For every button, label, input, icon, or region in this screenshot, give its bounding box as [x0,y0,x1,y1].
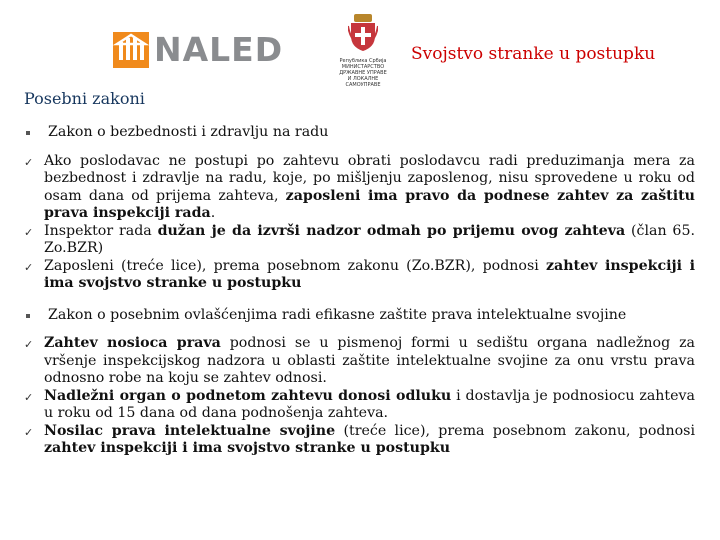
checkmark-icon: ✓ [24,390,34,404]
checkmark-icon: ✓ [24,425,34,439]
law-heading [24,124,695,142]
list-item: ✓ Zaposleni (treće lice), prema posebnom zakonu (Zo.BZR), podnosi zahtev inspekciji i ima svojstvo stranke u postupku [24,257,695,291]
list-item: ✓ Nosilac prava intelektualne svojine (treće lice), prema posebnom zakonu, podnosi zahtev inspekciji i ima svojstvo stranke u postupku [24,422,695,456]
checkmark-icon: ✓ [24,260,34,274]
list-item: ✓ Inspektor rada dužan je da izvrši nadzor odmah po prijemu ovog zahteva (član 65. Zo.BZR) [24,222,695,256]
square-bullet-icon [26,131,30,135]
list-item: ✓ Nadležni organ o podnetom zahtevu donosi odluku i dostavlja je podnosiocu zahteva u roku od 15 dana od dana podnošenja zahteva. [24,387,695,421]
checkmark-icon: ✓ [24,225,34,239]
checkmark-icon: ✓ [24,155,34,169]
law-heading [24,307,695,325]
law-title: Zakon o bezbednosti i zdravlju na radu [48,124,329,140]
slide-title: Svojstvo stranke u postupku [411,44,656,64]
checkmark-icon: ✓ [24,338,34,351]
law-title: Zakon o posebnim ovlašćenjima radi efikasne zaštite prava intelektualne svojine [48,306,627,323]
square-bullet-icon [26,314,30,318]
list-item: ✓ Ako poslodavac ne postupi po zahtevu obrati poslodavcu radi preduzimanja mera za bezbednost i zdravlje na radu, koje, po mišljenju zaposlenog, nisu sprovedene u roku od osam dana od prijema zahteva, zaposleni ima pravo da podnese zahtev za zaštitu prava inspekciji rada. [24,152,695,221]
content-body [24,118,695,458]
serbia-coat-of-arms [333,14,393,94]
naled-logo [113,30,284,70]
naled-logo-text: NALED [154,30,284,69]
ministry-caption: Република Србија МИНИСТАРСТВО ДРЖАВНЕ УПРАВЕ И ЛОКАЛНЕ САМОУПРАВЕ [339,58,387,88]
naled-logo-mark [113,32,149,68]
coat-of-arms-icon [348,14,378,52]
section-title: Posebni zakoni [24,89,145,108]
list-item: ✓ Zahtev nosioca prava podnosi se u pismenoj formi u sedištu organa nadležnog za vršenje inspekcijskog nadzora u oblasti zaštite intelektualne svojine za onu vrstu prava odnosno robe na koju se zahtev odnosi. [24,335,695,386]
